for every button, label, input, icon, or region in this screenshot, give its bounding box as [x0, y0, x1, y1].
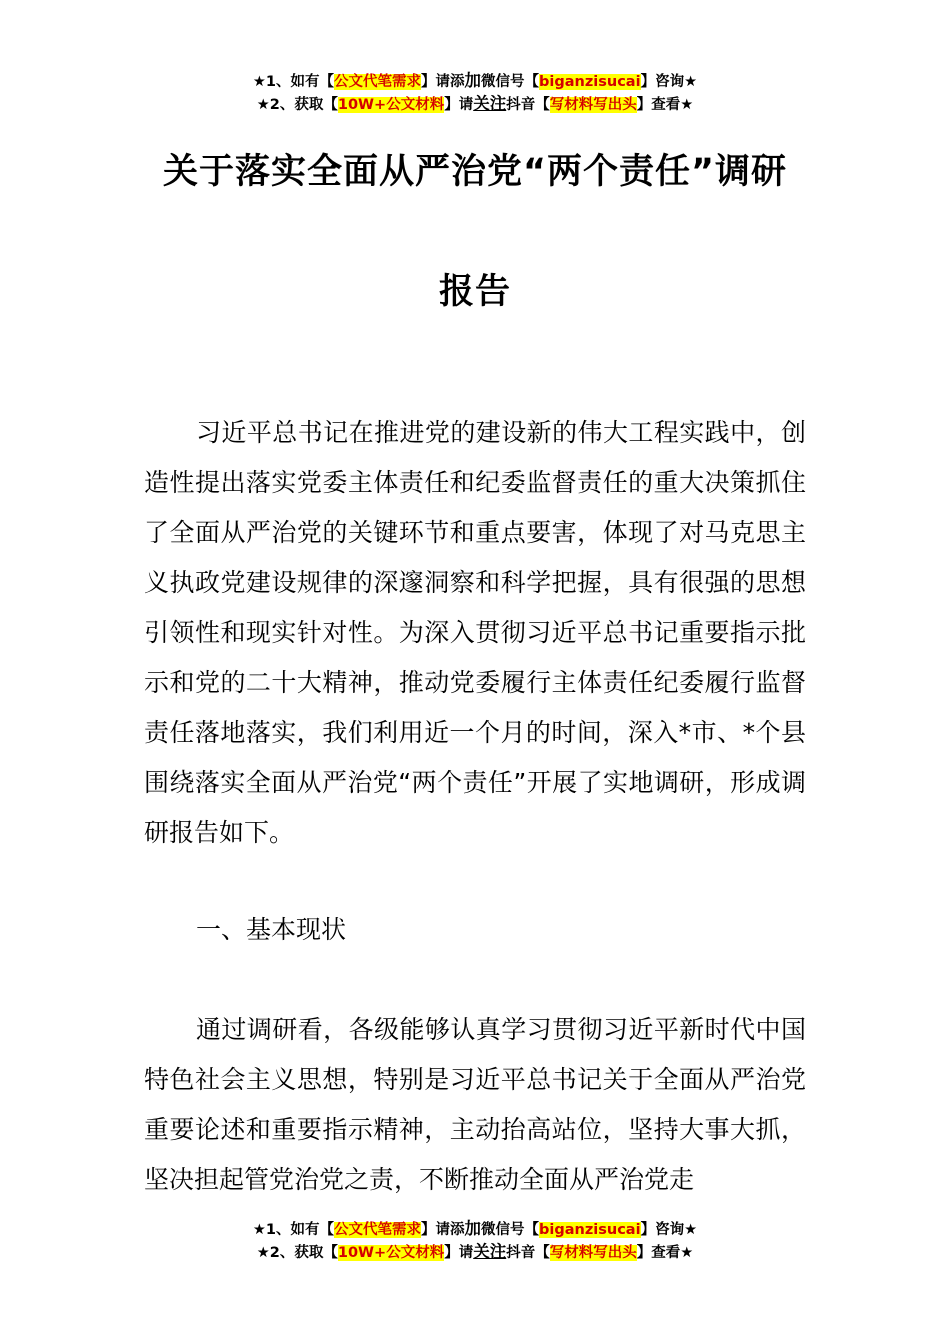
promo-text: ★1、如有【	[252, 74, 335, 90]
paragraph-text: 习近平总书记在推进党的建设新的伟大工程实践中，创造性提出落实党委主体责任和纪委监督责任的重大决策抓住了全面从严治党的关键环节和重点要害，体现了对马克思主义执政党建设规律的深邃洞察和科学把握，具有很强的思想引领性和现实针对性。为深入贯彻习近平总书记重要指示批示和党的二十大精神，推动党委履行主体责任纪委履行监督责任落地落实，我们利用近一个月的时间，深入*市、*个县围绕落实全面从严治党“两个责任”开展了实地调研，形成调研报告如下。	[144, 418, 806, 847]
promo-wechat-id: biganzisucai	[539, 74, 641, 90]
promo-banner-top	[0, 70, 950, 116]
promo-text: 抖音【	[506, 1245, 550, 1261]
paragraph-text: 通过调研看，各级能够认真学习贯彻习近平新时代中国特色社会主义思想，特别是习近平总书记关于全面从严治党重要论述和重要指示精神，主动抬高站位，坚持大事大抓，坚决担起管党治党之责，不断推动全面从严治党走	[144, 1015, 806, 1194]
promo-line-2	[0, 93, 950, 116]
promo-line-2	[0, 1241, 950, 1264]
promo-text: 】咨询★	[640, 74, 698, 90]
promo-text: 】查看★	[636, 1245, 694, 1261]
promo-text: 微信号【	[481, 74, 540, 90]
promo-text: 】请	[444, 1245, 474, 1261]
promo-text: 】查看★	[636, 97, 694, 113]
promo-text: ★2、获取【	[256, 1245, 338, 1261]
promo-emphasis: 关注	[473, 1242, 507, 1261]
promo-highlight: 公文代笔需求	[334, 74, 422, 90]
promo-emphasis: 加	[464, 1219, 482, 1238]
promo-text: 抖音【	[506, 97, 550, 113]
promo-text: ★2、获取【	[256, 97, 338, 113]
promo-text: 微信号【	[481, 1222, 540, 1238]
promo-line-1	[0, 1218, 950, 1241]
promo-banner-bottom	[0, 1218, 950, 1264]
promo-highlight: 10W+公文材料	[337, 97, 445, 113]
promo-line-1	[0, 70, 950, 93]
promo-highlight: 公文代笔需求	[334, 1222, 422, 1238]
promo-douyin-name: 写材料写出头	[549, 97, 637, 113]
promo-text: 】请	[444, 97, 474, 113]
section-heading-text: 一、基本现状	[196, 915, 347, 944]
promo-douyin-name: 写材料写出头	[549, 1245, 637, 1261]
promo-text: 】请添	[421, 74, 465, 90]
promo-text: ★1、如有【	[252, 1222, 335, 1238]
promo-text: 】咨询★	[640, 1222, 698, 1238]
promo-emphasis: 关注	[473, 94, 507, 113]
document-title-line1: 关于落实全面从严治党“两个责任”调研	[162, 152, 787, 192]
promo-wechat-id: biganzisucai	[539, 1222, 641, 1238]
section-heading-1	[144, 905, 806, 955]
document-title-line2: 报告	[438, 272, 511, 312]
promo-emphasis: 加	[464, 71, 482, 90]
promo-highlight: 10W+公文材料	[337, 1245, 445, 1261]
body-paragraph-2	[144, 1005, 806, 1205]
body-paragraph-1	[144, 408, 806, 858]
promo-text: 】请添	[421, 1222, 465, 1238]
